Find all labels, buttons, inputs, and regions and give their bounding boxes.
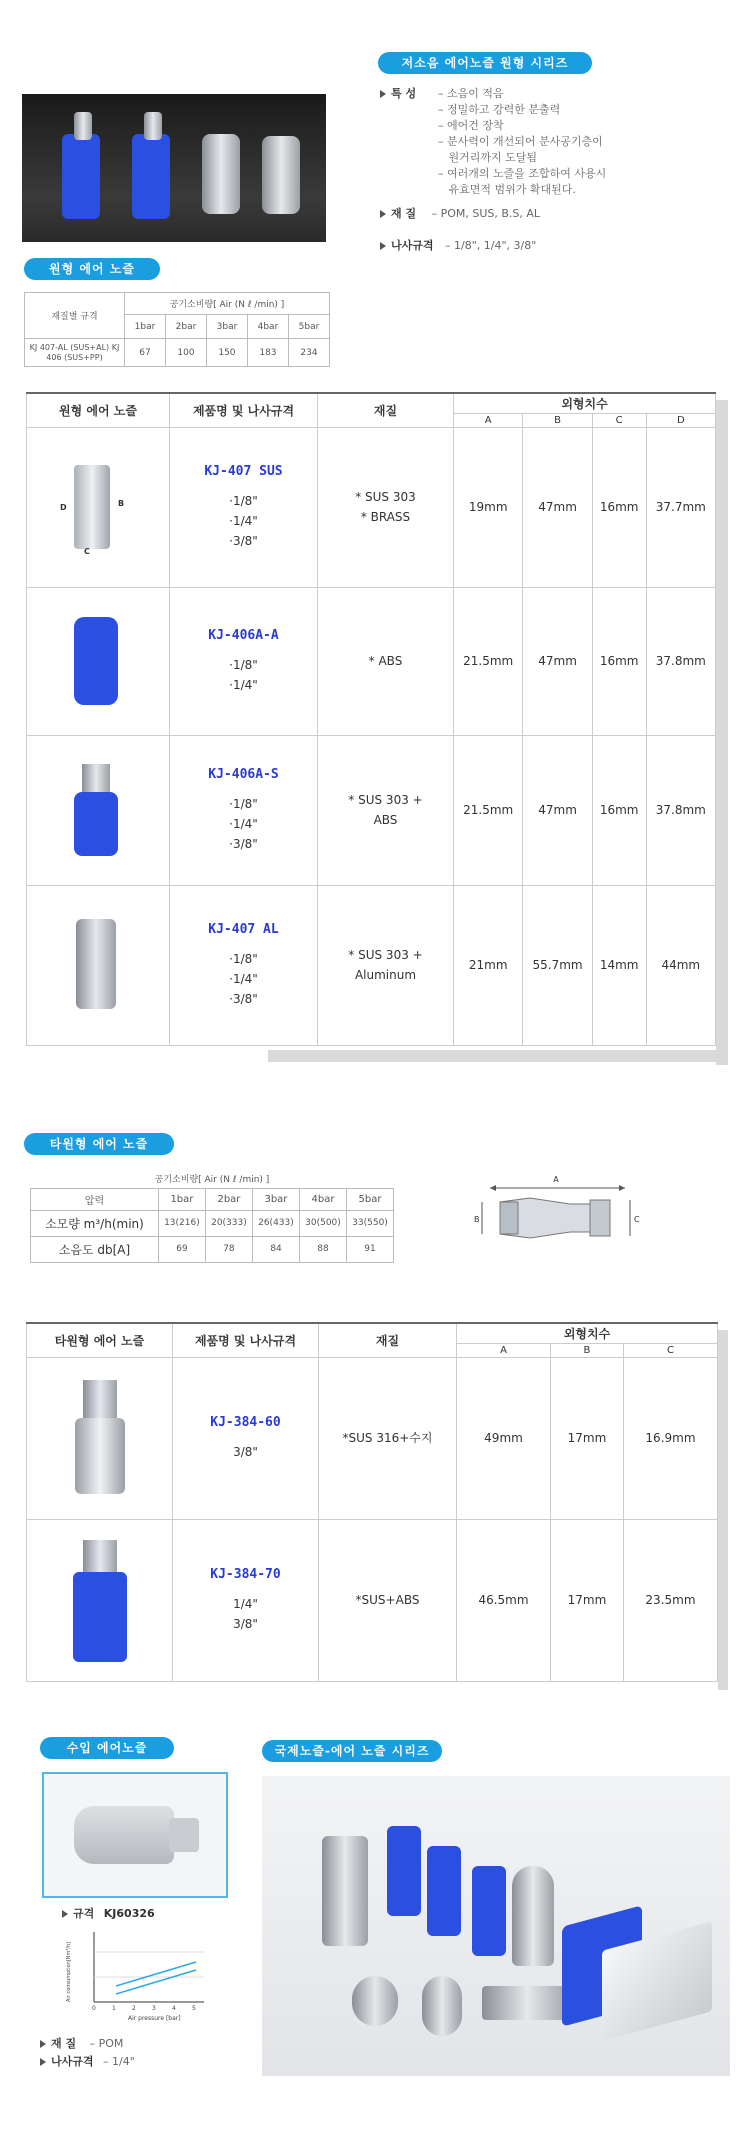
import-spec-value: KJ60326 (103, 1907, 155, 1920)
oval-value-cell: 20(333) (205, 1210, 252, 1236)
diagram-label-b: B (474, 1215, 480, 1224)
air-value-cell: 150 (206, 339, 247, 367)
thread-value: – 1/8", 1/4", 3/8" (445, 239, 537, 252)
dim-b-cell: 47mm (523, 427, 592, 587)
dim-b-cell: 47mm (523, 587, 592, 735)
round-nozzle-title: 원형 에어 노즐 (24, 258, 160, 280)
oval-row1-label: 소모량 m³/h(min) (31, 1210, 159, 1236)
diagram-label-b: B (118, 499, 125, 508)
image-cell (27, 735, 170, 885)
col-dims: 외형치수 (454, 393, 716, 413)
dim-head-a: A (454, 413, 523, 427)
graph-xtick: 4 (172, 2005, 176, 2012)
arrow-icon (380, 90, 386, 98)
air-pressure-cell: 1bar (125, 315, 166, 339)
model-cell (170, 735, 318, 885)
model-name: KJ-407 SUS (204, 463, 283, 479)
import-spec-label: 규격 (73, 1907, 95, 1920)
oval-row2-label: 소음도 db[A] (31, 1236, 159, 1262)
oval-value-cell: 91 (346, 1236, 393, 1262)
graph-xtick: 2 (132, 2005, 136, 2012)
graph-xtick: 3 (152, 2005, 156, 2012)
dim-c-cell: 14mm (592, 885, 646, 1045)
table-row (27, 1519, 718, 1681)
air-value-cell: 234 (288, 339, 329, 367)
dim-b-cell: 55.7mm (523, 885, 592, 1045)
features-block (380, 86, 416, 102)
table-row (27, 885, 716, 1045)
model-cell (170, 587, 318, 735)
import-nozzle-title: 수입 에어노즐 (40, 1737, 174, 1759)
oval-value-cell: 26(433) (252, 1210, 299, 1236)
domestic-nozzles-photo (262, 1776, 730, 2076)
air-pressure-cell: 2bar (165, 315, 206, 339)
oval-pressure-cell: 2bar (205, 1188, 252, 1210)
oval-col-material: 재질 (319, 1323, 457, 1357)
col-image: 원형 에어 노즐 (27, 393, 170, 427)
diagram-label-d: D (60, 503, 67, 512)
domestic-series-title: 국제노즐-에어 노즐 시리즈 (262, 1740, 442, 1762)
dim-head-c: C (623, 1343, 717, 1357)
features-label: 특 성 (391, 87, 417, 100)
dim-head-d: D (646, 413, 715, 427)
oval-col-dims: 외형치수 (457, 1323, 718, 1343)
nozzle-image (65, 1378, 135, 1498)
model-cell (173, 1357, 319, 1519)
dim-a-cell: 46.5mm (457, 1519, 551, 1681)
dim-a-cell: 21mm (454, 885, 523, 1045)
dim-d-cell: 37.8mm (646, 587, 715, 735)
thread-sizes: 3/8" (233, 1444, 258, 1459)
oval-pressure-cell: 4bar (299, 1188, 346, 1210)
nozzle-image (58, 762, 138, 858)
oval-col-image: 타원형 에어 노즐 (27, 1323, 173, 1357)
table-row (27, 735, 716, 885)
col-model: 제품명 및 나사규격 (170, 393, 318, 427)
oval-pressure-cell: 5bar (346, 1188, 393, 1210)
graph-xtick: 5 (192, 2005, 196, 2012)
dim-d-cell: 44mm (646, 885, 715, 1045)
model-name: KJ-407 AL (208, 921, 279, 937)
nozzle-image (58, 917, 138, 1013)
material-cell: *SUS 316+수지 (319, 1357, 457, 1519)
dim-b-cell: 47mm (523, 735, 592, 885)
image-cell (27, 427, 170, 587)
dim-c-cell: 16mm (592, 427, 646, 587)
oval-spec-header: 공기소비량[ Air (N ℓ /min) ] (31, 1170, 394, 1188)
model-cell (170, 885, 318, 1045)
oval-value-cell: 84 (252, 1236, 299, 1262)
material-cell: * SUS 303 * BRASS (318, 427, 454, 587)
oval-value-cell: 13(216) (158, 1210, 205, 1236)
dim-c-cell: 16.9mm (623, 1357, 717, 1519)
graph-xtick: 0 (92, 2005, 96, 2012)
image-cell (27, 1357, 173, 1519)
oval-value-cell: 69 (158, 1236, 205, 1262)
dim-a-cell: 19mm (454, 427, 523, 587)
thread-sizes: 1/4" 3/8" (233, 1596, 258, 1631)
table-row (27, 427, 716, 587)
import-material-value: – POM (89, 2037, 124, 2050)
material-cell: *SUS+ABS (319, 1519, 457, 1681)
dim-a-cell: 21.5mm (454, 735, 523, 885)
dim-c-cell: 23.5mm (623, 1519, 717, 1681)
model-name: KJ-406A-S (208, 766, 279, 782)
diagram-label-c: C (84, 547, 90, 556)
material-value: – POM, SUS, B.S, AL (431, 207, 541, 220)
air-pressure-cell: 4bar (247, 315, 288, 339)
dim-c-cell: 16mm (592, 735, 646, 885)
import-thread-label: 나사규격 (51, 2055, 94, 2068)
air-value-cell: 183 (247, 339, 288, 367)
features-list: – 소음이 적음 – 정밀하고 강력한 분출력 – 에어건 장착 – 분사력이 개선되어 분사공기층이 원거리까지 도달됨 – 여러개의 노즐을 조합하여 사용시 유효면적 범위가 확대된다. (438, 87, 607, 196)
air-value-cell: 67 (125, 339, 166, 367)
material-cell: * SUS 303 + ABS (318, 735, 454, 885)
air-pressure-cell: 5bar (288, 315, 329, 339)
dim-a-cell: 21.5mm (454, 587, 523, 735)
oval-pressure-cell: 3bar (252, 1188, 299, 1210)
model-name: KJ-384-70 (210, 1566, 281, 1582)
table-row (27, 1357, 718, 1519)
diagram-label-a: A (553, 1175, 559, 1184)
import-material-label: 재 질 (51, 2037, 77, 2050)
air-value-cell: 100 (165, 339, 206, 367)
import-spec-row (62, 1906, 155, 1922)
thread-label: 나사규격 (391, 239, 434, 252)
air-table-models: KJ 407-AL (SUS+AL) KJ 406 (SUS+PP) (25, 339, 125, 367)
oval-spec-table (30, 1170, 394, 1263)
dim-head-a: A (457, 1343, 551, 1357)
material-cell: * SUS 303 + Aluminum (318, 885, 454, 1045)
diagram-label-c: C (634, 1215, 640, 1224)
thread-sizes: ·1/8" ·1/4" ·3/8" (229, 493, 258, 548)
round-series-title: 저소음 에어노즐 원형 시리즈 (378, 52, 592, 74)
dim-head-c: C (592, 413, 646, 427)
arrow-icon (62, 1910, 68, 1918)
oval-pressure-cell: 1bar (158, 1188, 205, 1210)
graph-ylabel: Air consumption[Nm³/h] (66, 1941, 72, 2002)
round-air-table (24, 292, 330, 367)
model-cell (170, 427, 318, 587)
image-cell (27, 1519, 173, 1681)
thread-sizes: ·1/8" ·1/4" (229, 657, 258, 692)
material-cell: * ABS (318, 587, 454, 735)
nozzle-image (65, 1540, 135, 1660)
material-label: 재 질 (391, 207, 417, 220)
round-nozzles-photo (22, 94, 326, 242)
air-table-corner: 재질별 규격 (25, 293, 125, 339)
dim-d-cell: 37.7mm (646, 427, 715, 587)
import-thread-row (40, 2054, 135, 2070)
dim-d-cell: 37.8mm (646, 735, 715, 885)
import-thread-value: – 1/4" (103, 2055, 135, 2068)
import-material-row (40, 2036, 123, 2052)
arrow-icon (380, 242, 386, 250)
arrow-icon (40, 2058, 46, 2066)
thread-sizes: ·1/8" ·1/4" ·3/8" (229, 951, 258, 1006)
graph-xtick: 1 (112, 2005, 116, 2012)
arrow-icon (40, 2040, 46, 2048)
thread-sizes: ·1/8" ·1/4" ·3/8" (229, 796, 258, 851)
dim-c-cell: 16mm (592, 587, 646, 735)
model-cell (173, 1519, 319, 1681)
model-name: KJ-384-60 (210, 1414, 281, 1430)
oval-col-model: 제품명 및 나사규격 (173, 1323, 319, 1357)
nozzle-image (58, 459, 138, 555)
dim-b-cell: 17mm (551, 1519, 624, 1681)
oval-spec-corner: 압력 (31, 1188, 159, 1210)
dim-a-cell: 49mm (457, 1357, 551, 1519)
oval-value-cell: 88 (299, 1236, 346, 1262)
dim-head-b: B (551, 1343, 624, 1357)
oval-value-cell: 33(550) (346, 1210, 393, 1236)
table-row (27, 587, 716, 735)
import-nozzle-photo (42, 1772, 228, 1898)
graph-xlabel: Air pressure [bar] (128, 2015, 181, 2022)
air-pressure-cell: 3bar (206, 315, 247, 339)
col-material: 재질 (318, 393, 454, 427)
model-name: KJ-406A-A (208, 627, 279, 643)
image-cell (27, 885, 170, 1045)
air-table-header: 공기소비량[ Air (N ℓ /min) ] (125, 293, 330, 315)
thread-row (380, 238, 536, 254)
oval-nozzle-table (26, 1322, 718, 1682)
oval-value-cell: 30(500) (299, 1210, 346, 1236)
image-cell (27, 587, 170, 735)
import-air-graph (64, 1922, 214, 2022)
oval-nozzle-title: 타원형 에어 노즐 (24, 1133, 174, 1155)
dim-head-b: B (523, 413, 592, 427)
nozzle-image (58, 613, 138, 709)
oval-value-cell: 78 (205, 1236, 252, 1262)
oval-dimension-diagram (460, 1170, 650, 1260)
dim-b-cell: 17mm (551, 1357, 624, 1519)
round-nozzle-table (26, 392, 716, 1046)
arrow-icon (380, 210, 386, 218)
material-row (380, 206, 540, 222)
